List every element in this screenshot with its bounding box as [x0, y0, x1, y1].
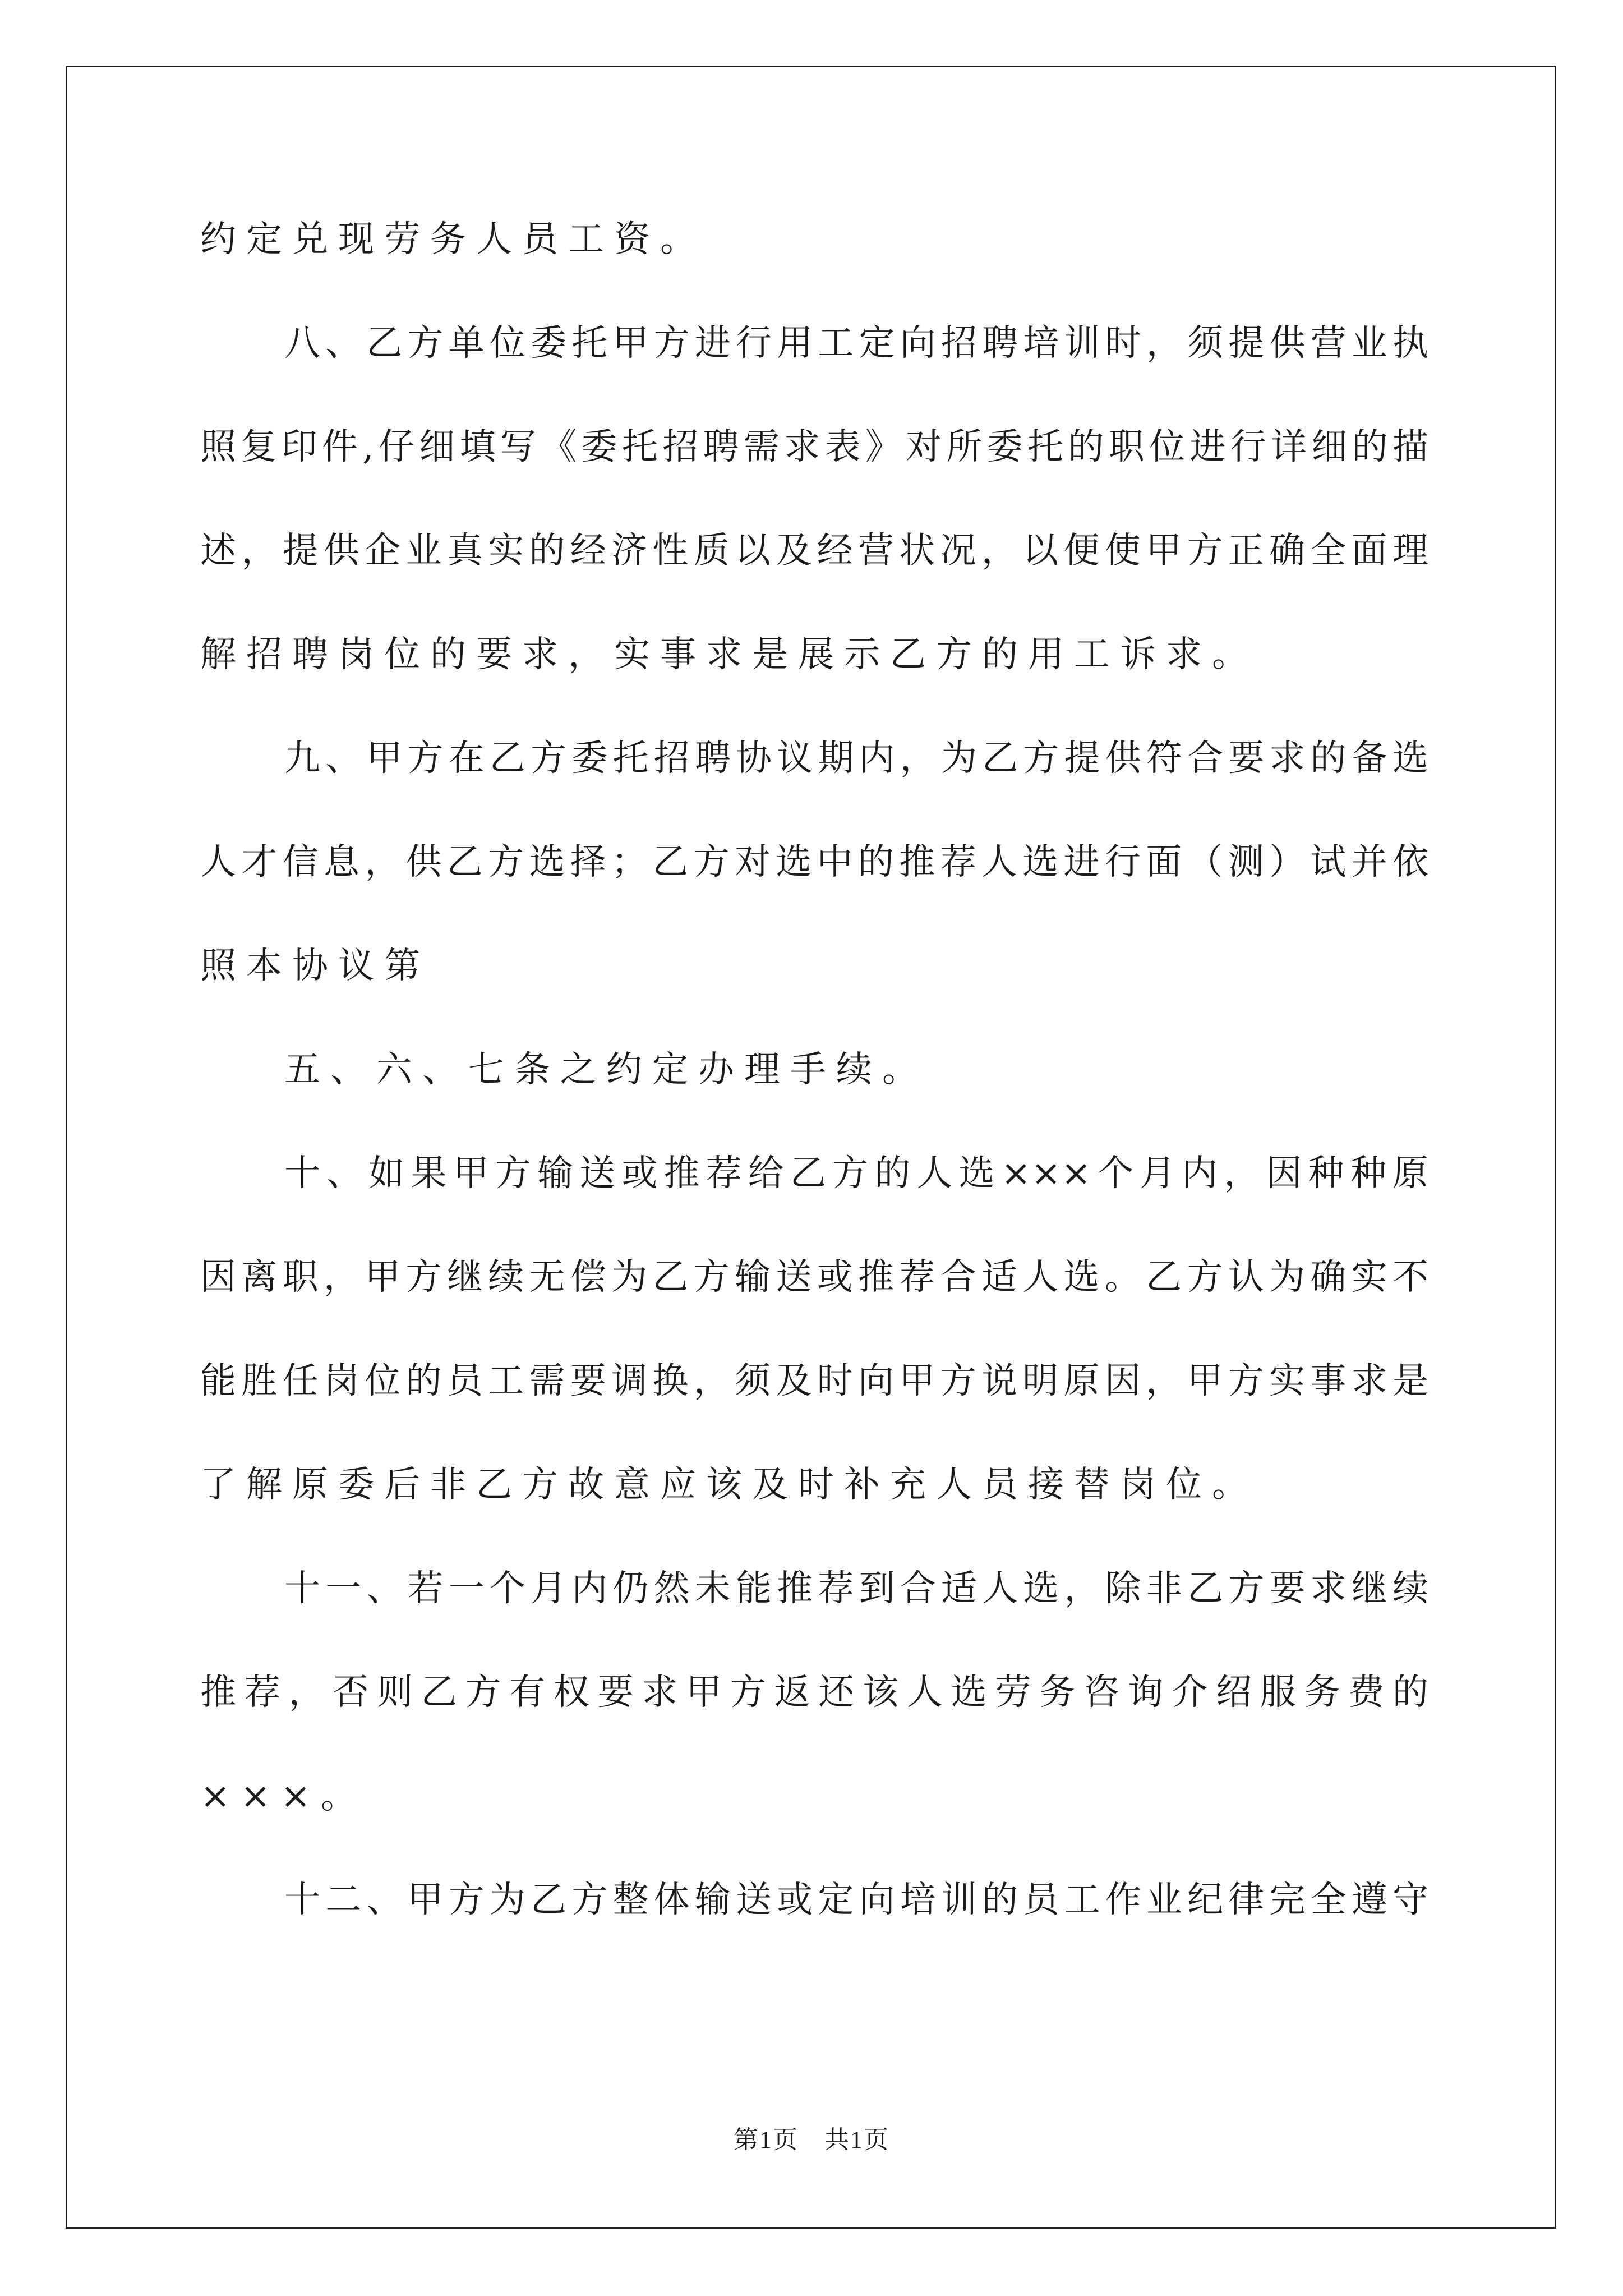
text-line: 十、如果甲方输送或推荐给乙方的人选×××个月内，因种种原 — [284, 1153, 1428, 1194]
text-line: 因离职，甲方继续无偿为乙方输送或推荐合适人选。乙方认为确实不 — [200, 1257, 1428, 1298]
text-line: 人才信息，供乙方选择；乙方对选中的推荐人选进行面（测）试并依 — [200, 841, 1428, 883]
text-line: 约定兑现劳务人员工资。 — [200, 219, 706, 260]
text-line: 五、六、七条之约定办理手续。 — [284, 1049, 928, 1091]
text-line: ×××。 — [200, 1775, 367, 1817]
page-number: 第1页 共1页 — [734, 2126, 889, 2154]
text-line: 十一、若一个月内仍然未能推荐到合适人选，除非乙方要求继续 — [284, 1568, 1428, 1609]
text-line: 十二、甲方为乙方整体输送或定向培训的员工作业纪律完全遵守 — [284, 1879, 1428, 1921]
text-line: 能胜任岗位的员工需要调换，须及时向甲方说明原因，甲方实事求是 — [200, 1360, 1428, 1402]
text-line: 照本协议第 — [200, 945, 430, 987]
text-line: 解招聘岗位的要求，实事求是展示乙方的用工诉求。 — [200, 634, 1258, 675]
text-line: 述，提供企业真实的经济性质以及经营状况，以便使甲方正确全面理 — [200, 530, 1428, 572]
text-line: 八、乙方单位委托甲方进行用工定向招聘培训时，须提供营业执 — [284, 323, 1428, 364]
document-body — [200, 188, 1428, 1952]
text-line: 九、甲方在乙方委托招聘协议期内，为乙方提供符合要求的备选 — [284, 738, 1428, 779]
text-line: 了解原委后非乙方故意应该及时补充人员接替岗位。 — [200, 1464, 1258, 1506]
text-line: 推荐，否则乙方有权要求甲方返还该人选劳务咨询介绍服务费的 — [200, 1672, 1428, 1713]
text-line: 照复印件,仔细填写《委托招聘需求表》对所委托的职位进行详细的描 — [200, 426, 1428, 468]
